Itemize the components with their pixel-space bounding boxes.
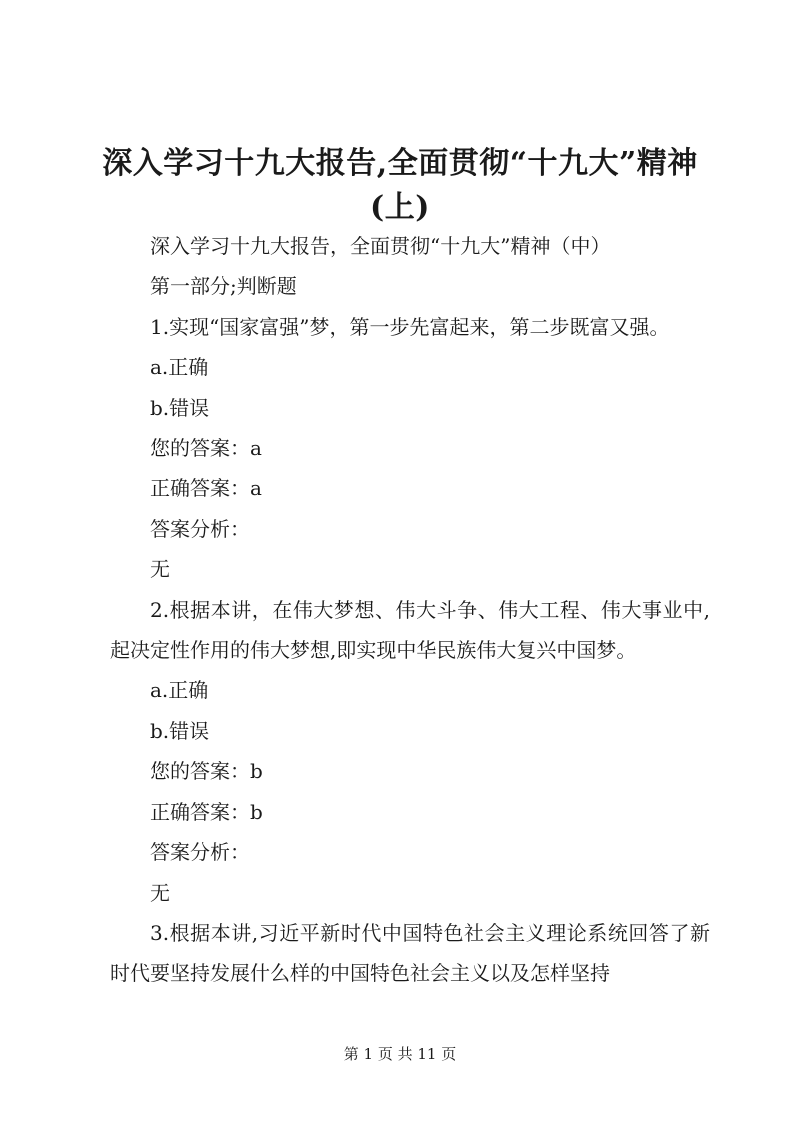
q1-correct-answer: 正确答案：a xyxy=(150,476,262,501)
paragraph-subtitle: 深入学习十九大报告，全面贯彻“十九大”精神（中） xyxy=(150,234,611,258)
q1-option-a: a.正确 xyxy=(150,355,209,380)
q1-option-b: b.错误 xyxy=(150,395,210,420)
question-3: 3.根据本讲,习近平新时代中国特色社会主义理论系统回答了新时代要坚持发展什么样的中国特色社会主义以及怎样坚持 xyxy=(110,920,710,986)
q2-analysis-text: 无 xyxy=(150,880,170,905)
document-body xyxy=(110,226,710,994)
question-1: 1.实现“国家富强”梦，第一步先富起来，第二步既富又强。 xyxy=(150,314,670,339)
q2-option-b: b.错误 xyxy=(150,718,210,743)
q2-your-answer: 您的答案：b xyxy=(150,759,263,784)
q2-option-a: a.正确 xyxy=(150,678,209,703)
section-heading: 第一部分;判断题 xyxy=(150,274,297,299)
question-2: 2.根据本讲，在伟大梦想、伟大斗争、伟大工程、伟大事业中,起决定性作用的伟大梦想,即实现中华民族伟大复兴中国梦。 xyxy=(110,597,710,663)
q1-your-answer: 您的答案：a xyxy=(150,436,262,461)
page-footer: 第 1 页 共 11 页 xyxy=(343,1045,457,1063)
q1-analysis-label: 答案分析： xyxy=(150,516,250,541)
document-title: 深入学习十九大报告,全面贯彻“十九大”精神(上) xyxy=(102,146,698,225)
q1-analysis-text: 无 xyxy=(150,557,170,582)
q2-analysis-label: 答案分析： xyxy=(150,840,250,865)
q2-correct-answer: 正确答案：b xyxy=(150,799,263,824)
